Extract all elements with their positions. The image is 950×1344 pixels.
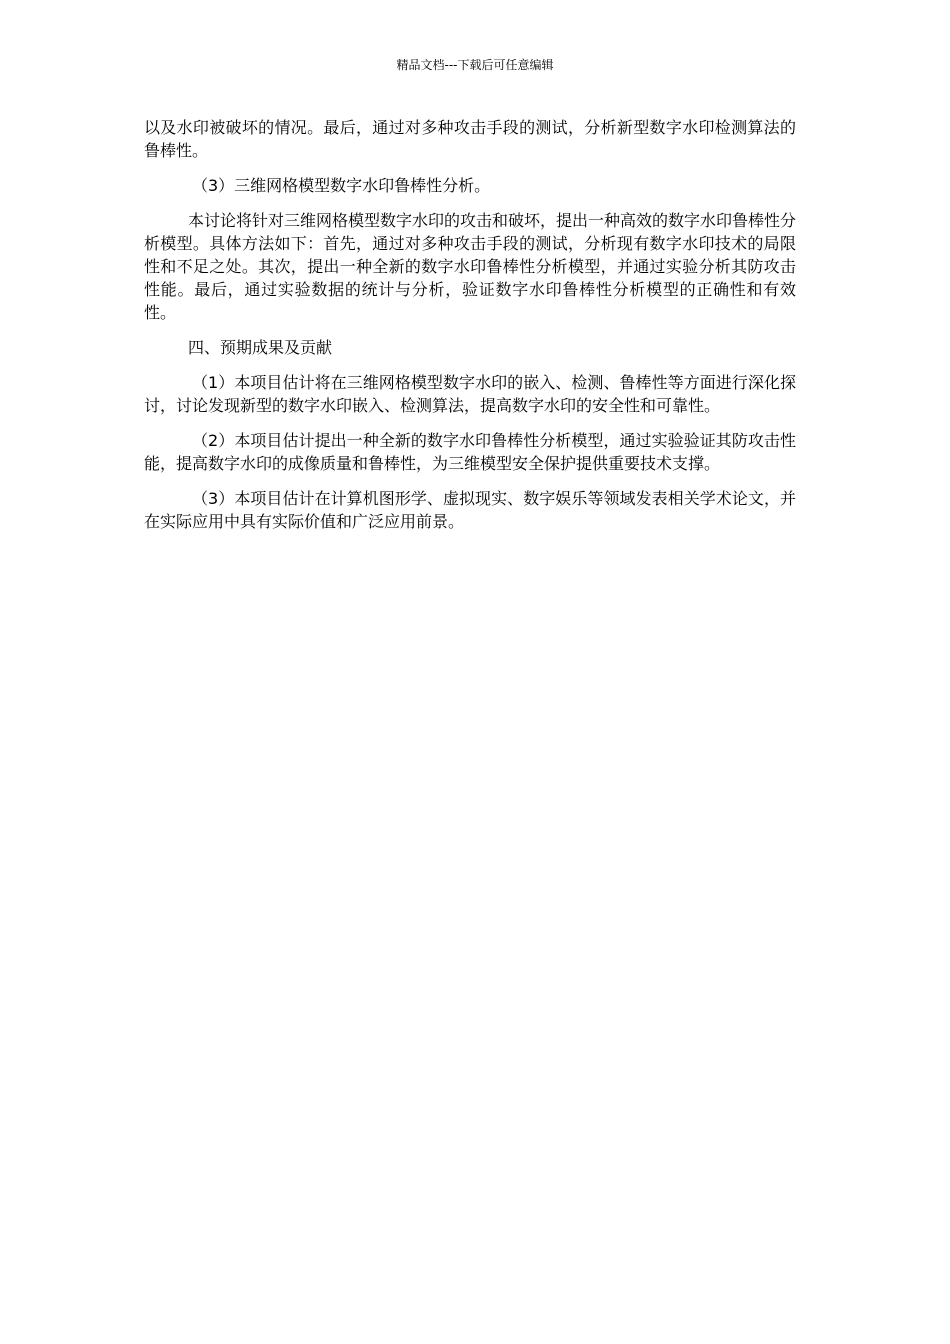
section-heading-expected-results: 四、预期成果及贡献: [188, 338, 333, 357]
list-item-result-1: （1）本项目估计将在三维网格模型数字水印的嵌入、检测、鲁棒性等方面进行深化探讨，讨论发现新型的数字水印嵌入、检测算法，提高数字水印的安全性和可靠性。: [144, 373, 796, 415]
paragraph-method: 本讨论将针对三维网格模型数字水印的攻击和破坏，提出一种高效的数字水印鲁棒性分析模型。具体方法如下：首先，通过对多种攻击手段的测试，分析现有数字水印技术的局限性和不足之处。其次，提出一种全新的数字水印鲁棒性分析模型，并通过实验分析其防攻击性能。最后，通过实验数据的统计与分析，验证数字水印鲁棒性分析模型的正确性和有效性。: [144, 211, 797, 322]
section-heading-3: （3）三维网格模型数字水印鲁棒性分析。: [192, 176, 491, 195]
list-item-result-3: （3）本项目估计在计算机图形学、虚拟现实、数字娱乐等领域发表相关学术论文，并在实际应用中具有实际价值和广泛应用前景。: [144, 489, 796, 531]
list-item-result-2: （2）本项目估计提出一种全新的数字水印鲁棒性分析模型，通过实验验证其防攻击性能，提高数字水印的成像质量和鲁棒性，为三维模型安全保护提供重要技术支撑。: [144, 431, 796, 473]
document-body: [144, 116, 796, 545]
paragraph-continuation: 以及水印被破坏的情况。最后，通过对多种攻击手段的测试，分析新型数字水印检测算法的鲁棒性。: [144, 118, 796, 160]
page-header: 精品文档---下载后可任意编辑: [396, 58, 554, 72]
